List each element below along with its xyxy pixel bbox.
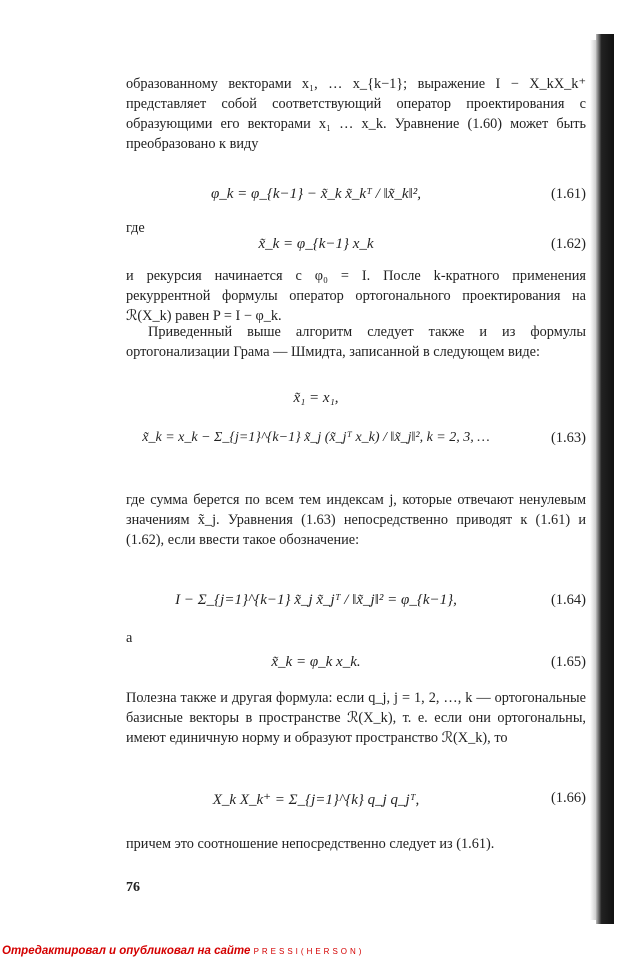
equation-1-63a xyxy=(126,386,586,416)
equation-1-64 xyxy=(126,588,586,618)
word-a: а xyxy=(126,630,133,646)
equation-formula: x̃_k = φ_k x_k. xyxy=(271,654,361,670)
equation-1-66 xyxy=(126,786,586,816)
equation-formula: X_k X_k⁺ = Σ_{j=1}^{k} q_j q_jᵀ, xyxy=(212,792,420,808)
book-spine-edge xyxy=(596,34,614,924)
page-number: 76 xyxy=(126,880,140,895)
equation-number: (1.65) xyxy=(550,654,586,670)
equation-number: (1.61) xyxy=(550,186,586,202)
equation-number: (1.64) xyxy=(550,592,586,608)
paragraph-4: где сумма берется по всем тем индексам j, которые отвечают ненулевым значениям x̃_j. Уравнения (1.63) непосредственно приводят к (1.61) и (1.62), если ввести такое обозначение: xyxy=(126,492,586,548)
equation-number: (1.62) xyxy=(550,236,586,252)
paragraph-5: Полезна также и другая формула: если q_j, j = 1, 2, …, k — ортогональные базисные векторы в пространстве ℛ(X_k), т. е. если они ортогональны, имеют единичную норму и образуют пространство ℛ(X_k), то xyxy=(126,690,586,746)
equation-number: (1.63) xyxy=(550,430,586,446)
footer-site: PRESSI(HERSON) xyxy=(253,947,365,956)
paragraph-2: и рекурсия начинается с φ₀ = I. После k-кратного применения рекуррентной формулы оператор ортогонального проектирования на ℛ(X_k) равен P = I − φ_k. xyxy=(126,268,586,324)
equation-1-65 xyxy=(126,650,586,680)
paragraph-3: Приведенный выше алгоритм следует также и из формулы ортогонализации Грама — Шмидта, записанной в следующем виде: xyxy=(126,324,586,360)
equation-1-63b xyxy=(126,426,586,456)
equation-1-61 xyxy=(126,182,586,212)
footer-text: Отредактировал и опубликовал на сайте xyxy=(2,945,251,957)
equation-formula: x̃₁ = x₁, xyxy=(293,390,339,406)
equation-number: (1.66) xyxy=(550,790,586,806)
word-gde: где xyxy=(126,220,145,236)
paragraph-6: причем это соотношение непосредственно следует из (1.61). xyxy=(126,836,495,852)
equation-formula: x̃_k = x_k − Σ_{j=1}^{k−1} x̃_j (x̃_jᵀ x_k) / ‖x̃_j‖², k = 2, 3, … xyxy=(142,430,490,445)
equation-formula: x̃_k = φ_{k−1} x_k xyxy=(258,236,374,252)
paragraph-1: образованному векторами x₁, … x_{k−1}; выражение I − X_kX_k⁺ представляет собой соответствующий оператор проектирования с образующими его векторами x₁ … x_k. Уравнение (1.60) может быть преобразовано к виду xyxy=(126,76,586,152)
footer-credit xyxy=(2,945,364,957)
equation-1-62 xyxy=(126,232,586,262)
equation-formula: φ_k = φ_{k−1} − x̃_k x̃_kᵀ / ‖x̃_k‖², xyxy=(210,186,422,202)
equation-formula: I − Σ_{j=1}^{k−1} x̃_j x̃_jᵀ / ‖x̃_j‖² = φ_{k−1}, xyxy=(175,592,457,608)
